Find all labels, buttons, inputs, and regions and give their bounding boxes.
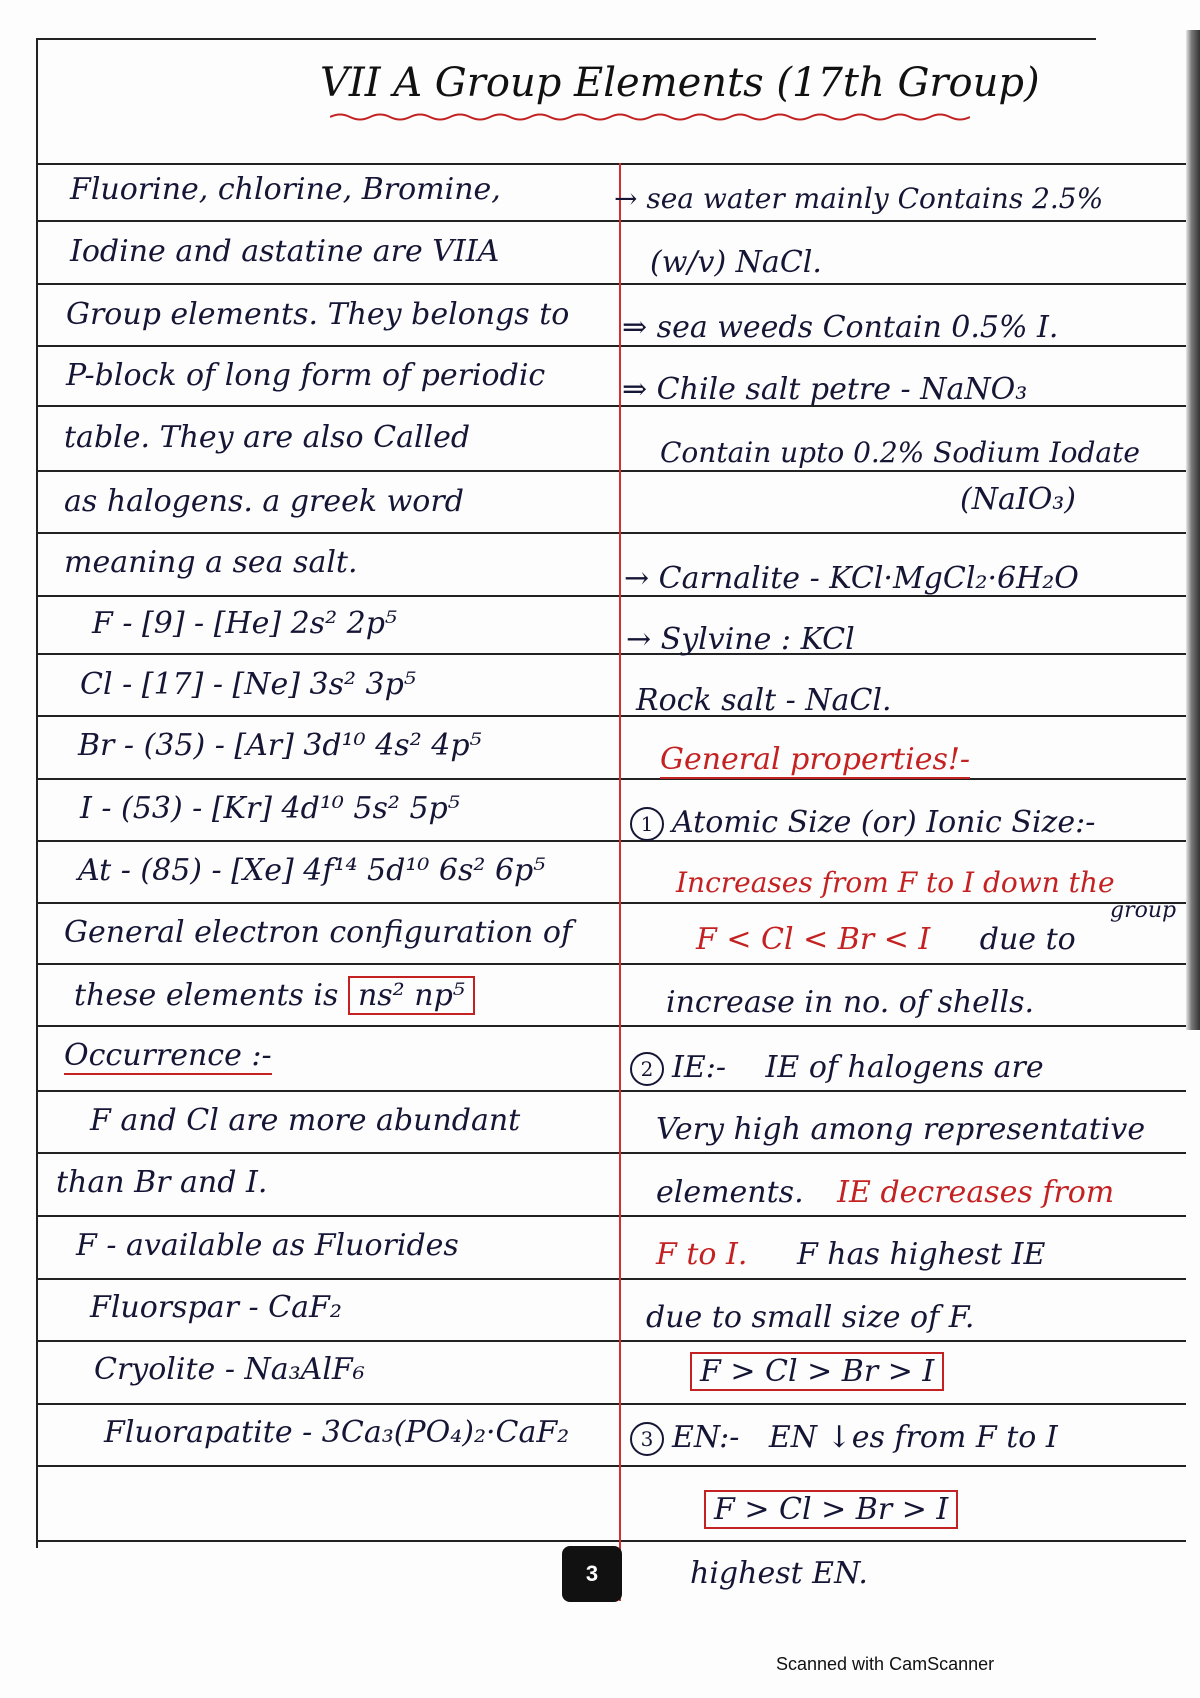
ruled-line bbox=[36, 220, 1186, 222]
general-config-box: ns² np⁵ bbox=[348, 976, 475, 1015]
property-3-line: EN ↓es from F to I bbox=[768, 1420, 1058, 1455]
property-2-heading bbox=[630, 1050, 1044, 1086]
general-config-label: these elements is bbox=[74, 978, 339, 1013]
property-3-note: highest EN. bbox=[690, 1556, 868, 1591]
property-2-line-1: Very high among representative bbox=[656, 1112, 1146, 1147]
margin-line bbox=[619, 163, 621, 1601]
ruled-line bbox=[36, 653, 1186, 655]
left-line-13: General electron configuration of bbox=[64, 915, 573, 950]
left-line-14 bbox=[74, 978, 475, 1013]
ruled-line bbox=[36, 1465, 1186, 1467]
ruled-line bbox=[36, 1278, 1186, 1280]
left-line-7: meaning a sea salt. bbox=[64, 545, 358, 580]
mineral-fluorspar: Fluorspar - CaF₂ bbox=[90, 1290, 342, 1325]
ruled-line bbox=[36, 1025, 1186, 1027]
ruled-line bbox=[36, 1090, 1186, 1092]
ruled-line bbox=[36, 1215, 1186, 1217]
page-title: VII A Group Elements (17th Group) bbox=[320, 60, 1040, 106]
ruled-line bbox=[36, 1403, 1186, 1405]
atomic-size-order: F < Cl < Br < I bbox=[696, 922, 931, 957]
property-1-line-3: increase in no. of shells. bbox=[666, 985, 1035, 1020]
property-2-line-3b: F has highest IE bbox=[796, 1237, 1046, 1272]
property-3-heading bbox=[630, 1420, 1058, 1456]
left-line-17: than Br and I. bbox=[56, 1165, 268, 1200]
property-1-group-note: group bbox=[1110, 898, 1177, 923]
property-2-line-2a: elements. bbox=[656, 1175, 804, 1210]
ruled-line bbox=[36, 345, 1186, 347]
page-border-top bbox=[36, 38, 1096, 40]
ie-order-box: F > Cl > Br > I bbox=[690, 1352, 944, 1391]
property-1-line-1: Increases from F to I down the bbox=[676, 866, 1115, 899]
config-astatine: At - (85) - [Xe] 4f¹⁴ 5d¹⁰ 6s² 6p⁵ bbox=[78, 853, 546, 888]
property-2-line-0: IE of halogens are bbox=[765, 1050, 1044, 1085]
property-2-line-3 bbox=[656, 1237, 1045, 1272]
property-number-badge: 3 bbox=[630, 1422, 664, 1456]
occurrence-sylvine: → Sylvine : KCl bbox=[626, 622, 855, 657]
property-2-line-4: due to small size of F. bbox=[646, 1300, 975, 1335]
config-bromine: Br - (35) - [Ar] 3d¹⁰ 4s² 4p⁵ bbox=[78, 728, 482, 763]
left-line-5: table. They are also Called bbox=[64, 420, 471, 455]
ruled-line bbox=[36, 902, 1186, 904]
config-chlorine: Cl - [17] - [Ne] 3s² 3p⁵ bbox=[80, 667, 416, 702]
occurrence-rock-salt: Rock salt - NaCl. bbox=[636, 683, 892, 718]
left-line-4: P-block of long form of periodic bbox=[66, 358, 546, 393]
left-line-6: as halogens. a greek word bbox=[64, 484, 464, 519]
page-edge-shadow bbox=[1186, 30, 1200, 1030]
page-border-left bbox=[36, 38, 38, 1548]
left-line-3: Group elements. They belongs to bbox=[66, 297, 570, 332]
property-3-title: EN:- bbox=[672, 1420, 740, 1455]
title-wavy-underline bbox=[330, 112, 970, 122]
ruled-line bbox=[36, 532, 1186, 534]
ruled-line bbox=[36, 778, 1186, 780]
ruled-line bbox=[36, 163, 1186, 165]
property-number-badge: 2 bbox=[630, 1052, 664, 1086]
occurrence-seawater-2: (w/v) NaCl. bbox=[650, 245, 822, 280]
left-line-18: F - available as Fluorides bbox=[76, 1228, 459, 1263]
ruled-line bbox=[36, 963, 1186, 965]
property-1-line-2 bbox=[696, 922, 1076, 957]
ruled-line bbox=[36, 470, 1186, 472]
property-2-line-2b: IE decreases from bbox=[837, 1175, 1115, 1210]
general-properties-heading: General properties!- bbox=[660, 742, 971, 777]
ruled-line bbox=[36, 715, 1186, 717]
property-number-badge: 1 bbox=[630, 807, 664, 841]
property-2-line-3a: F to I. bbox=[656, 1237, 748, 1272]
config-fluorine: F - [9] - [He] 2s² 2p⁵ bbox=[92, 606, 397, 641]
ruled-line bbox=[36, 1340, 1186, 1342]
property-1-due-to: due to bbox=[979, 922, 1076, 957]
occurrence-sodium-iodate: (NaIO₃) bbox=[960, 482, 1077, 517]
property-2-line-2 bbox=[656, 1175, 1114, 1210]
occurrence-carnalite: → Carnalite - KCl·MgCl₂·6H₂O bbox=[624, 561, 1079, 596]
occurrence-seawater: → sea water mainly Contains 2.5% bbox=[614, 182, 1104, 215]
ruled-line bbox=[36, 283, 1186, 285]
property-1-title: Atomic Size (or) Ionic Size:- bbox=[672, 805, 1096, 840]
left-line-1: Fluorine, chlorine, Bromine, bbox=[70, 172, 501, 207]
property-2-title: IE:- bbox=[672, 1050, 726, 1085]
occurrence-heading: Occurrence :- bbox=[64, 1038, 272, 1073]
en-order-box: F > Cl > Br > I bbox=[704, 1490, 958, 1529]
occurrence-seaweeds: ⇒ sea weeds Contain 0.5% I. bbox=[622, 310, 1059, 345]
occurrence-chile-saltpetre-2: Contain upto 0.2% Sodium Iodate bbox=[660, 436, 1140, 469]
ruled-line bbox=[36, 1540, 1186, 1542]
scanner-watermark: Scanned with CamScanner bbox=[776, 1654, 995, 1674]
config-iodine: I - (53) - [Kr] 4d¹⁰ 5s² 5p⁵ bbox=[80, 791, 460, 826]
left-line-16: F and Cl are more abundant bbox=[90, 1103, 521, 1138]
ruled-line bbox=[36, 1152, 1186, 1154]
page-number-badge: 3 bbox=[562, 1546, 622, 1602]
left-line-2: Iodine and astatine are VIIA bbox=[70, 234, 500, 269]
mineral-cryolite: Cryolite - Na₃AlF₆ bbox=[94, 1352, 365, 1387]
mineral-fluorapatite: Fluorapatite - 3Ca₃(PO₄)₂·CaF₂ bbox=[104, 1415, 570, 1450]
property-1-heading bbox=[630, 805, 1095, 841]
occurrence-chile-saltpetre: ⇒ Chile salt petre - NaNO₃ bbox=[622, 372, 1028, 407]
